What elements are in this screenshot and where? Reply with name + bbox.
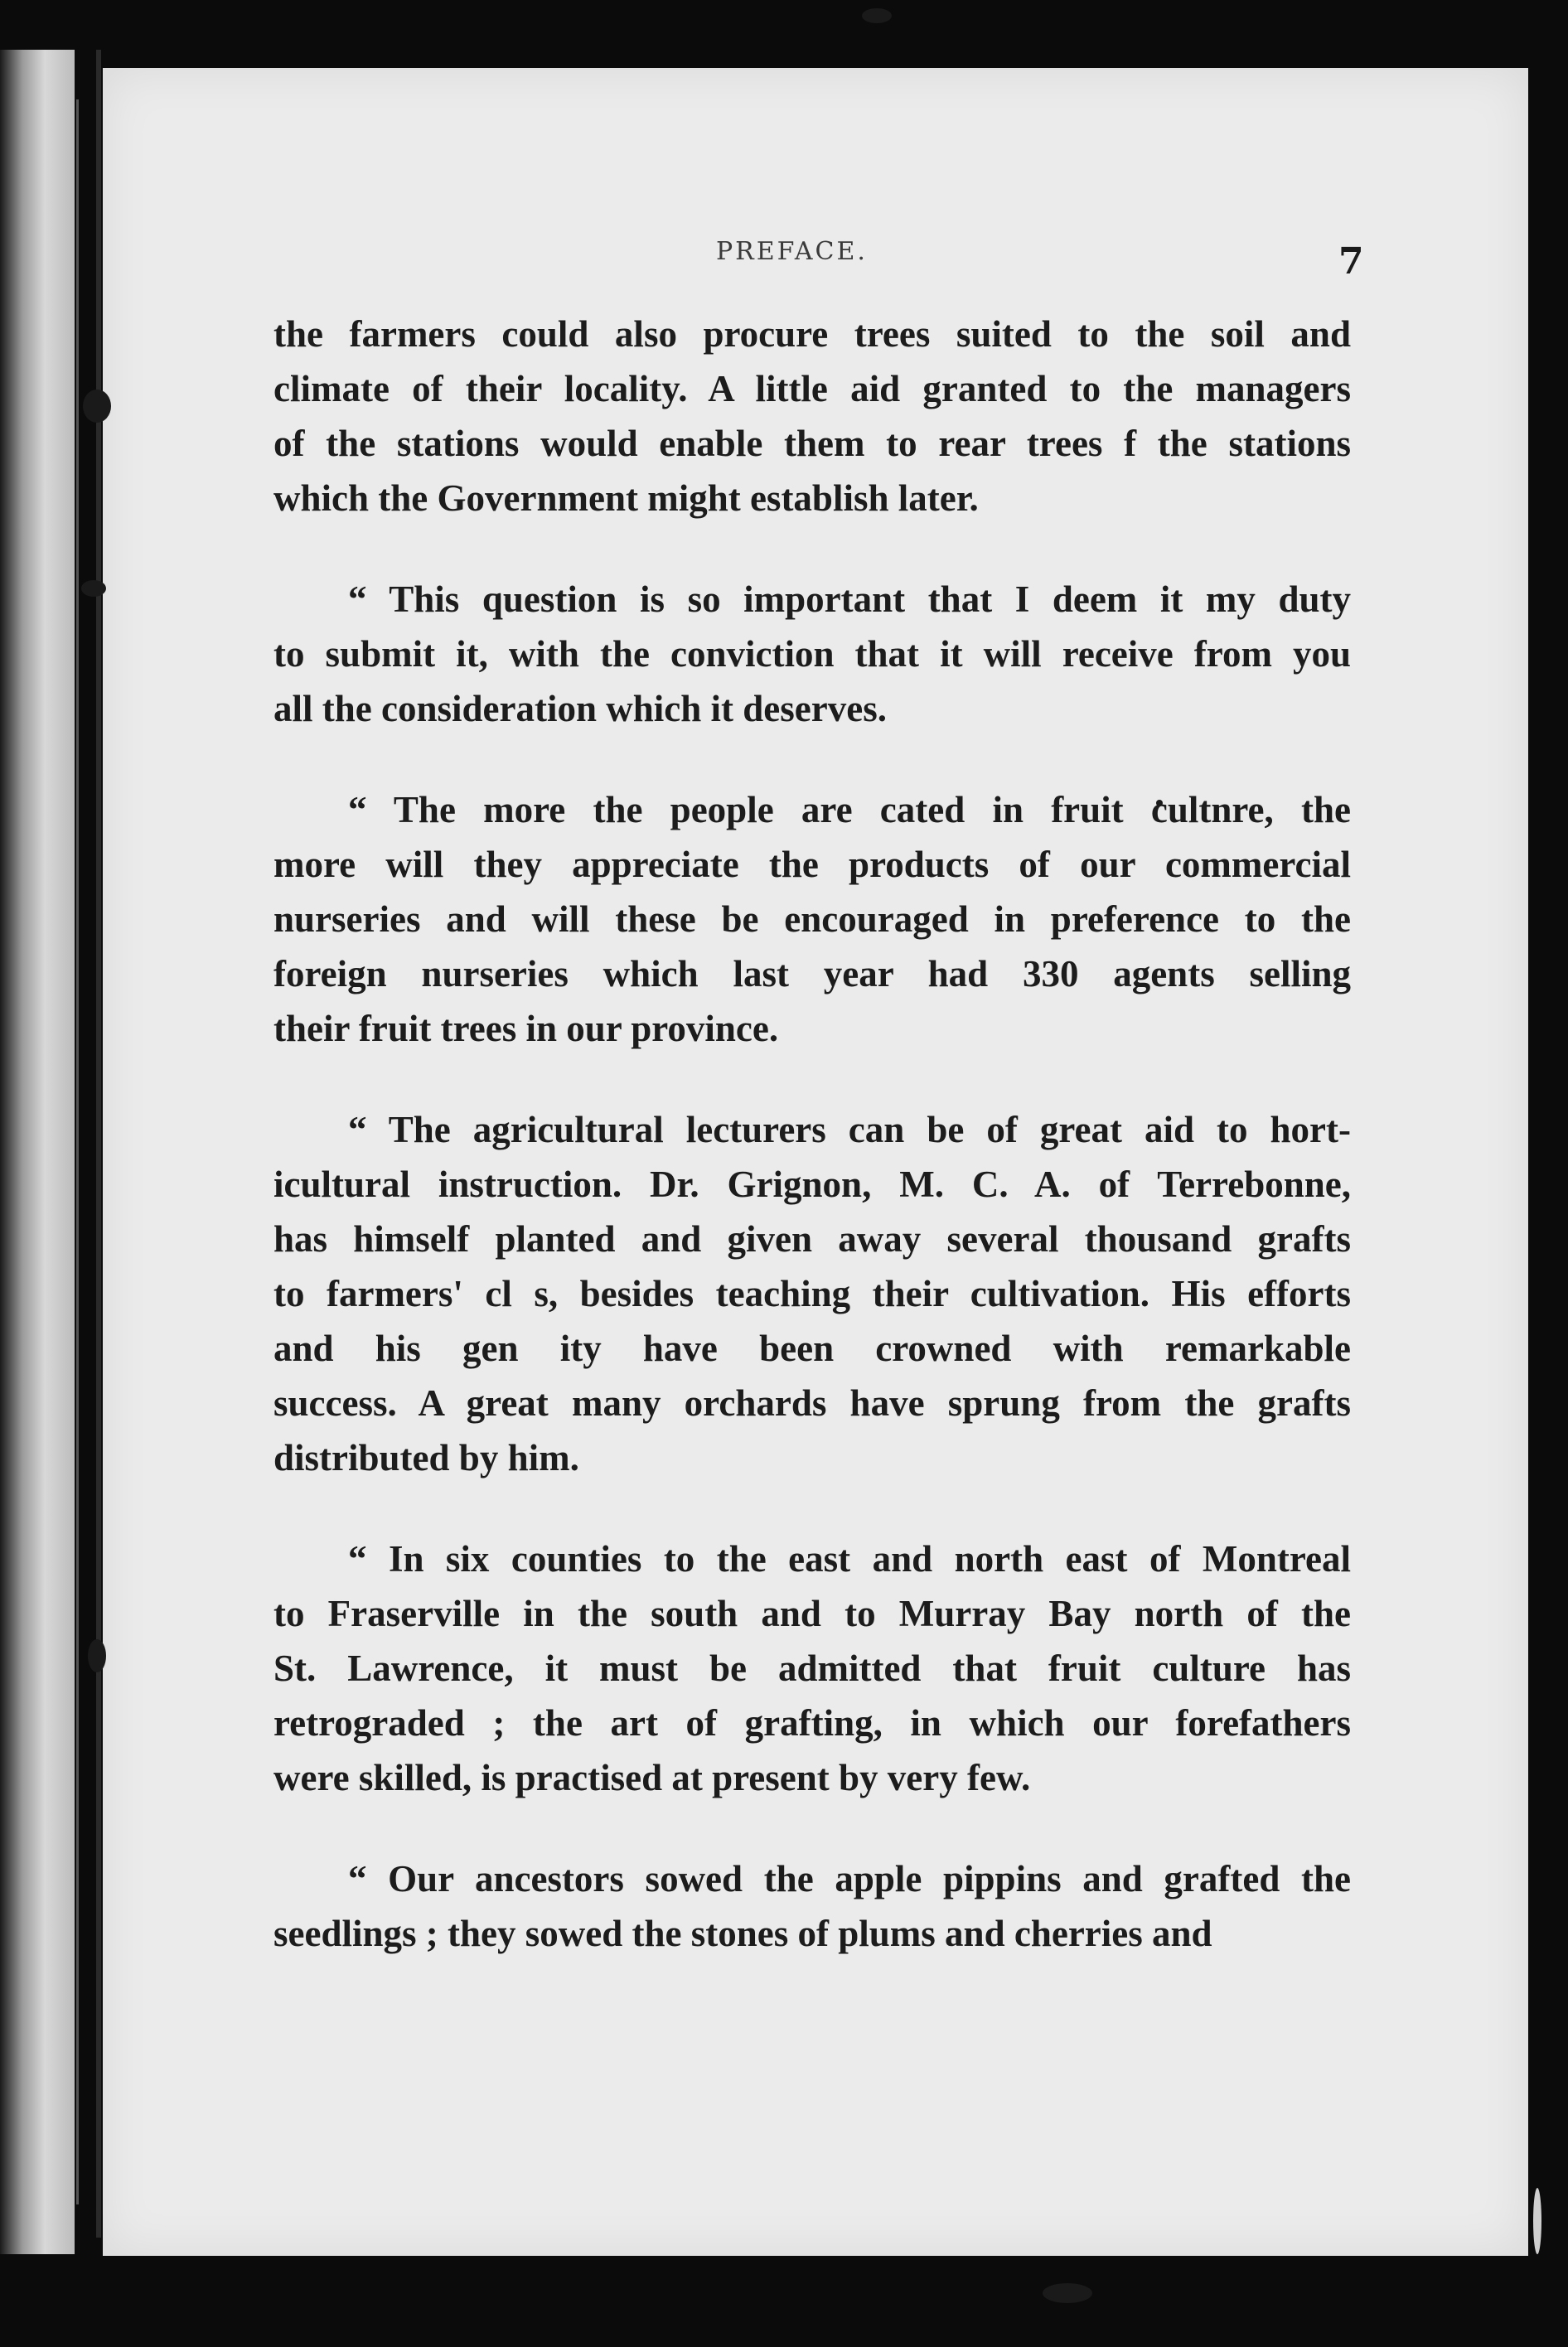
text-line: success. A great many orchards have sprung from the grafts — [273, 1382, 1351, 1424]
scan-smudge — [862, 8, 892, 23]
body-text — [273, 307, 1351, 2007]
text-line: icultural instruction. Dr. Grignon, M. C. A. of Terrebonne, — [273, 1164, 1351, 1205]
text-line: were skilled, is practised at present by very few. — [273, 1757, 1031, 1798]
text-line: all the consideration which it deserves. — [273, 688, 887, 729]
scan-smudge — [83, 390, 111, 423]
text-line: and his gen ity have been crowned with remarkable — [273, 1328, 1351, 1369]
text-line: of the stations would enable them to rear trees f the stations — [273, 423, 1351, 464]
scan-smudge — [1043, 2283, 1092, 2303]
text-line: nurseries and will these be encouraged in preference to the — [273, 898, 1351, 940]
text-line: to farmers' cl s, besides teaching their cultivation. His efforts — [273, 1273, 1351, 1314]
scan-smudge — [1533, 2188, 1541, 2254]
text-line: more will they appreciate the products of our commercial — [273, 844, 1351, 885]
running-head: PREFACE. — [716, 237, 868, 266]
text-line: which the Government might establish later. — [273, 477, 979, 519]
text-line: “ The more the people are cated in fruit cultnre, the — [348, 789, 1351, 830]
spine-line — [96, 50, 101, 2238]
paragraph — [273, 1851, 1351, 1961]
text-line: “ This question is so important that I deem it my duty — [348, 578, 1351, 620]
text-line: distributed by him. — [273, 1437, 579, 1478]
text-line: “ Our ancestors sowed the apple pippins and grafted the — [348, 1858, 1351, 1899]
text-line: seedlings ; they sowed the stones of plums and cherries and — [273, 1913, 1212, 1954]
left-page-edge — [0, 50, 75, 2254]
text-line: “ In six counties to the east and north east of Montreal — [348, 1538, 1351, 1580]
paragraph — [273, 1532, 1351, 1805]
text-line: the farmers could also procure trees suited to the soil and — [273, 313, 1351, 355]
page-number: 7 — [1338, 240, 1364, 283]
text-line: St. Lawrence, it must be admitted that fruit culture has — [273, 1648, 1351, 1689]
scan-smudge — [81, 580, 106, 597]
text-line: has himself planted and given away several thousand grafts — [273, 1218, 1351, 1260]
text-line: retrograded ; the art of grafting, in which our forefathers — [273, 1702, 1351, 1744]
text-line: climate of their locality. A little aid granted to the managers — [273, 368, 1351, 409]
text-line: to Fraserville in the south and to Murray Bay north of the — [273, 1593, 1351, 1634]
paragraph — [273, 1102, 1351, 1485]
text-line: foreign nurseries which last year had 330 agents selling — [273, 953, 1351, 994]
text-line: to submit it, with the conviction that it will receive from you — [273, 633, 1351, 675]
paragraph — [273, 572, 1351, 736]
text-line: “ The agricultural lecturers can be of great aid to hort- — [348, 1109, 1351, 1150]
text-line: their fruit trees in our province. — [273, 1008, 779, 1049]
spine-shadow — [76, 99, 79, 2204]
scan-smudge — [88, 1639, 106, 1672]
paragraph — [273, 782, 1351, 1056]
paragraph — [273, 307, 1351, 525]
